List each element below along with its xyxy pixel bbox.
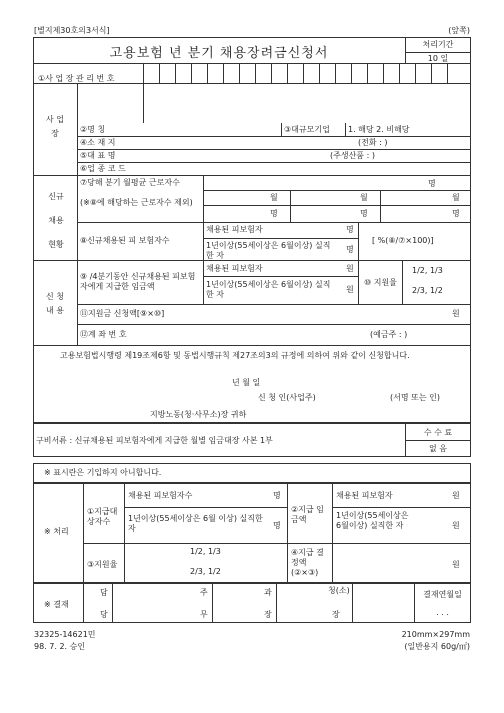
eligible-hired-unit: 명: [273, 491, 281, 500]
proc-rate-label: ③지원율: [87, 560, 118, 569]
form-title: 고용보험 년 분기 채용장려금신청서: [109, 46, 329, 61]
processing-period-label: 처리기간: [422, 40, 454, 49]
wage-hired: 채용된 피보험자: [206, 264, 263, 273]
account-label: ⑫계 좌 번 호: [80, 330, 127, 339]
proc-rate-a[interactable]: 1/2, 1/3: [190, 547, 221, 556]
eligible-over55: 1년이상(55세이상은 6월 이상) 실직한 자: [128, 514, 263, 533]
processing-section-label: ※ 처리: [44, 527, 69, 536]
payment-wage-label: ②지급 임금액: [291, 505, 324, 524]
wage-hired-unit: 원: [346, 264, 354, 273]
large-firm-options[interactable]: 1. 해당 2. 비해당: [348, 125, 410, 134]
approval-cell-1a: 담: [100, 588, 108, 597]
approval-cell-2b: 무: [200, 610, 208, 619]
attachment-text: 구비서류 : 신규채용된 피보험자에게 지급한 월별 임금대장 사본 1부: [36, 436, 273, 445]
approval-cell-3b: 장: [264, 610, 272, 619]
signature-label[interactable]: (서명 또는 인): [390, 393, 440, 402]
industry-code-label: ⑥업 종 코 드: [80, 164, 126, 173]
applicant-label: 신 청 인(사업주): [258, 393, 316, 402]
processing-notice: ※ 표시란은 기입하지 아니합니다.: [44, 468, 162, 477]
declaration-text: 고용보험법시행령 제19조제6항 및 동법시행규칙 제27조의3의 규정에 의하여 위와 같이 신청합니다.: [60, 351, 410, 360]
decided-label: ④지급 결정액 (②×③): [291, 548, 324, 577]
approval-cell-4b: 장: [332, 610, 340, 619]
month-1: 월: [270, 193, 278, 202]
eligible-label: ①지급대상자수: [87, 507, 118, 526]
avg-workers-note: (※⑧에 해당하는 근로자수 제외): [80, 198, 193, 207]
declaration-date[interactable]: 년 월 일: [232, 378, 261, 387]
new-insured-label: ⑧신규채용된 피 보험자수: [80, 236, 170, 245]
recipient-label: 지방노동(청·사무소)장 귀하: [150, 410, 247, 419]
address-label: ④소 재 지: [80, 138, 116, 147]
fee-label: 수 수 료: [423, 428, 453, 437]
fee-value: 없 음: [429, 444, 447, 453]
form-number: [별지제30호의3서식]: [34, 26, 110, 35]
approval-cell-2a: 주: [200, 588, 208, 597]
payment-over55: 1년이상(55세이상은 6월이상) 실직한 자: [336, 511, 409, 530]
new-insured-hired: 채용된 피보험자: [206, 225, 263, 234]
wage-over55: 1년이상(55세이상은 6월이상) 실직한 자: [206, 280, 331, 299]
business-section-label: 사 업 장: [46, 115, 64, 138]
eligible-over55-unit: 명: [273, 521, 281, 530]
new-insured-over55: 1년이상(55세이상은 6월이상) 실직한 자: [206, 241, 331, 260]
payment-hired-unit: 원: [452, 491, 460, 500]
wage-over55-unit: 원: [346, 285, 354, 294]
proc-rate-b[interactable]: 2/3, 1/2: [190, 567, 221, 576]
month-2: 월: [360, 193, 368, 202]
page-side-label: (앞쪽): [448, 26, 470, 35]
amount-unit: 원: [452, 309, 460, 318]
person-2: 명: [360, 209, 368, 218]
new-insured-hired-unit: 명: [346, 225, 354, 234]
eligible-hired: 채용된 피보험자수: [128, 491, 193, 500]
new-insured-over55-unit: 명: [346, 245, 354, 254]
month-3: 월: [452, 193, 460, 202]
payment-over55-unit: 원: [452, 521, 460, 530]
new-hire-section-label: 신규 채용 현황: [48, 192, 64, 249]
support-rate-b[interactable]: 2/3, 1/2: [412, 286, 443, 295]
footer-paper: (일반용지 60g/㎡): [404, 642, 470, 651]
decided-unit: 원: [452, 560, 460, 569]
depositor-label[interactable]: (예금주 : ): [370, 330, 408, 339]
large-firm-label: ③대규모기업: [284, 125, 330, 134]
footer-approved: 98. 7. 2. 승인: [34, 642, 86, 651]
approval-date-value[interactable]: . . .: [436, 608, 449, 617]
person-1: 명: [270, 209, 278, 218]
ratio-formula: [ %(⑧/⑦×100)]: [372, 236, 434, 245]
approval-cell-3a: 과: [264, 588, 272, 597]
representative-label: ⑤대 표 명: [80, 151, 116, 160]
footer-size: 210mm×297mm: [401, 630, 470, 639]
name-label: ②명 칭: [80, 125, 106, 134]
approval-label: ※ 결재: [44, 600, 69, 609]
person-3: 명: [452, 209, 460, 218]
main-product-label[interactable]: (주생산품 : ): [330, 151, 375, 160]
support-rate-label: ⑩ 지원율: [364, 278, 397, 287]
wage-label: ⑨ /4분기동안 신규채용된 피보험자에게 지급한 임금액: [80, 272, 196, 291]
approval-box: [33, 583, 471, 623]
approval-cell-4a: 청(소): [328, 586, 350, 595]
footer-code: 32325-14621민: [34, 630, 96, 639]
support-rate-a[interactable]: 1/2, 1/3: [412, 266, 443, 275]
approval-date-label: 결재연월일: [423, 590, 462, 599]
avg-workers-unit: 명: [428, 179, 436, 188]
processing-period-value: 10 일: [427, 54, 449, 63]
payment-hired: 채용된 피보험자: [336, 491, 393, 500]
amount-label: ⑪지원금 신청액[⑨×⑩]: [80, 309, 165, 318]
approval-cell-1b: 당: [100, 610, 108, 619]
reg-no-label: ①사 업 장 관 리 번 호: [38, 74, 115, 83]
phone-label[interactable]: (전화 : ): [358, 138, 388, 147]
avg-workers-label: ⑦당해 분기 월평균 근로자수: [80, 178, 180, 187]
application-section-label: 신 청 내 용: [46, 292, 64, 315]
